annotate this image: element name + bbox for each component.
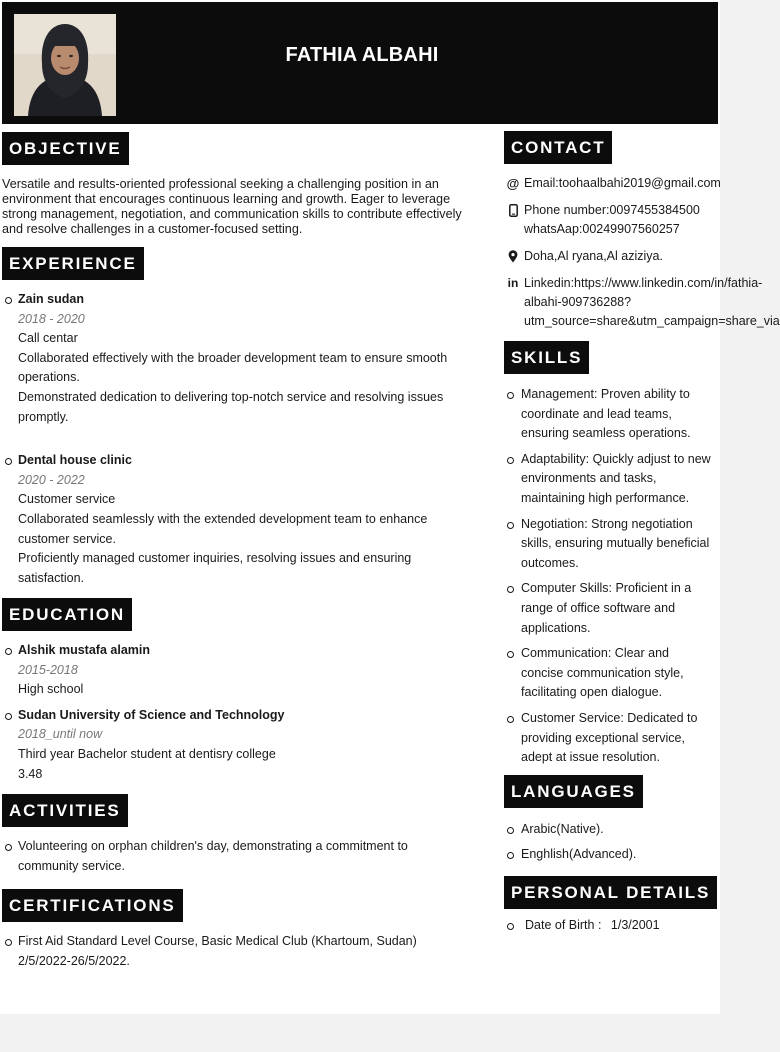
entry-line: Demonstrated dedication to delivering top-notch service and resolving issues <box>18 389 444 404</box>
linkedin-line[interactable]: utm_source=share&utm_campaign=share_via <box>524 314 780 328</box>
phone-number: Phone number:0097455384500 <box>524 203 700 217</box>
skill-item <box>504 579 718 638</box>
certification-entry <box>2 932 498 971</box>
objective-line: strong management, negotiation, and communication skills to contribute effectively <box>2 207 462 221</box>
skill-line: environments and tasks, <box>521 471 657 486</box>
contact-heading: CONTACT <box>504 131 612 164</box>
entry-line: Proficiently managed customer inquiries, resolving issues and ensuring <box>18 551 412 566</box>
entry-line: promptly. <box>18 409 69 424</box>
linkedin-line[interactable]: Linkedin:https://www.linkedin.com/in/fathia- <box>524 276 763 290</box>
objective-line: Versatile and results-oriented professional seeking a challenging position in an <box>2 177 439 191</box>
entry-dates: 2020 - 2022 <box>18 472 85 487</box>
linkedin-line[interactable]: albahi-909736288? <box>524 295 632 309</box>
experience-entry <box>2 290 498 427</box>
contact-address <box>504 247 720 266</box>
skill-line: Communication: Clear and <box>521 646 669 661</box>
address-text: Doha,Al ryana,Al aziziya. <box>524 249 663 263</box>
objective-text <box>2 177 498 237</box>
email-text: Email:toohaalbahi2019@gmail.com <box>524 176 721 190</box>
map-pin-icon <box>506 249 520 263</box>
skill-item <box>504 515 718 574</box>
education-entry <box>2 641 498 700</box>
skill-line: coordinate and lead teams, <box>521 406 672 421</box>
entry-line: 3.48 <box>18 766 43 781</box>
skill-line: maintaining high performance. <box>521 490 690 505</box>
skill-item <box>504 385 718 444</box>
entry-line: Third year Bachelor student at dentisry college <box>18 746 276 761</box>
company-name: Dental house clinic <box>18 453 132 468</box>
entry-line: Collaborated effectively with the broader development team to ensure smooth <box>18 350 448 365</box>
entry-line: High school <box>18 682 84 697</box>
skill-line: providing exceptional service, <box>521 730 685 745</box>
phone-icon <box>506 203 520 217</box>
activity-entry <box>2 837 498 876</box>
skill-line: ensuring seamless operations. <box>521 426 691 441</box>
experience-heading: EXPERIENCE <box>2 247 144 280</box>
skill-line: concise communication style, <box>521 665 684 680</box>
experience-list <box>2 290 498 588</box>
entry-line: satisfaction. <box>18 570 85 585</box>
personal-details-heading: PERSONAL DETAILS <box>504 876 717 909</box>
personal-details <box>504 916 718 941</box>
contact-linkedin[interactable] <box>504 274 780 331</box>
contact-list <box>504 174 780 339</box>
certifications-heading: CERTIFICATIONS <box>2 889 183 922</box>
objective-line: environment that encourages continuous learning and growth. Eager to leverage <box>2 192 451 206</box>
skill-line: Management: Proven ability to <box>521 387 690 401</box>
entry-dates: 2018 - 2020 <box>18 311 85 326</box>
entry-line: operations. <box>18 370 80 385</box>
languages-heading: LANGUAGES <box>504 775 643 808</box>
languages-list <box>504 820 718 869</box>
skill-line: Adaptability: Quickly adjust to new <box>521 451 711 466</box>
activities-list <box>2 837 498 876</box>
skills-list <box>504 385 718 774</box>
linkedin-icon: in <box>507 275 519 290</box>
entry-line: Collaborated seamlessly with the extended development team to enhance <box>18 511 428 526</box>
entry-dates: 2018_until now <box>18 727 103 742</box>
skill-line: range of office software and <box>521 600 676 615</box>
person-name: FATHIA ALBAHI <box>285 44 439 66</box>
whatsapp-number: whatsAap:00249907560257 <box>524 222 680 236</box>
skills-heading: SKILLS <box>504 341 589 374</box>
at-sign-icon: @ <box>506 175 520 191</box>
entry-line: Volunteering on orphan children's day, demonstrating a commitment to <box>18 839 408 853</box>
entry-line: First Aid Standard Level Course, Basic Medical Club (Khartoum, Sudan) <box>18 934 417 948</box>
education-list <box>2 641 498 784</box>
skill-line: applications. <box>521 620 591 635</box>
skill-line: skills, ensuring mutually beneficial <box>521 536 710 551</box>
birth-date-label: Date of Birth : <box>525 918 602 932</box>
skill-line: adept at issue resolution. <box>521 750 660 765</box>
school-name: Alshik mustafa alamin <box>18 643 150 657</box>
school-name: Sudan University of Science and Technology <box>18 707 285 722</box>
certifications-list <box>2 932 498 971</box>
language-item: Arabic(Native). <box>504 820 718 840</box>
objective-heading: OBJECTIVE <box>2 132 129 165</box>
education-heading: EDUCATION <box>2 598 132 631</box>
entry-line: 2/5/2022-26/5/2022. <box>18 953 130 968</box>
language-item: Enghlish(Advanced). <box>504 845 718 865</box>
skill-line: outcomes. <box>521 555 579 570</box>
experience-entry <box>2 451 498 588</box>
contact-phone <box>504 201 720 239</box>
entry-dates: 2015-2018 <box>18 662 78 677</box>
skill-item <box>504 644 718 703</box>
company-name: Zain sudan <box>18 292 84 306</box>
birth-date-item <box>504 916 718 936</box>
objective-line: and resolve challenges in a customer-focused setting. <box>2 222 303 236</box>
job-role: Call centar <box>18 331 78 346</box>
job-role: Customer service <box>18 492 116 507</box>
header-banner <box>2 2 718 124</box>
skill-line: Negotiation: Strong negotiation <box>521 516 693 531</box>
skill-line: Computer Skills: Proficient in a <box>521 581 692 596</box>
birth-date-value: 1/3/2001 <box>610 918 660 932</box>
skill-line: Customer Service: Dedicated to <box>521 710 698 725</box>
entry-line: community service. <box>18 858 125 873</box>
skill-line: facilitating open dialogue. <box>521 685 663 700</box>
education-entry <box>2 706 498 784</box>
skill-item <box>504 709 718 768</box>
activities-heading: ACTIVITIES <box>2 794 128 827</box>
entry-line: customer service. <box>18 531 116 546</box>
skill-item <box>504 450 718 509</box>
contact-email <box>504 174 720 193</box>
